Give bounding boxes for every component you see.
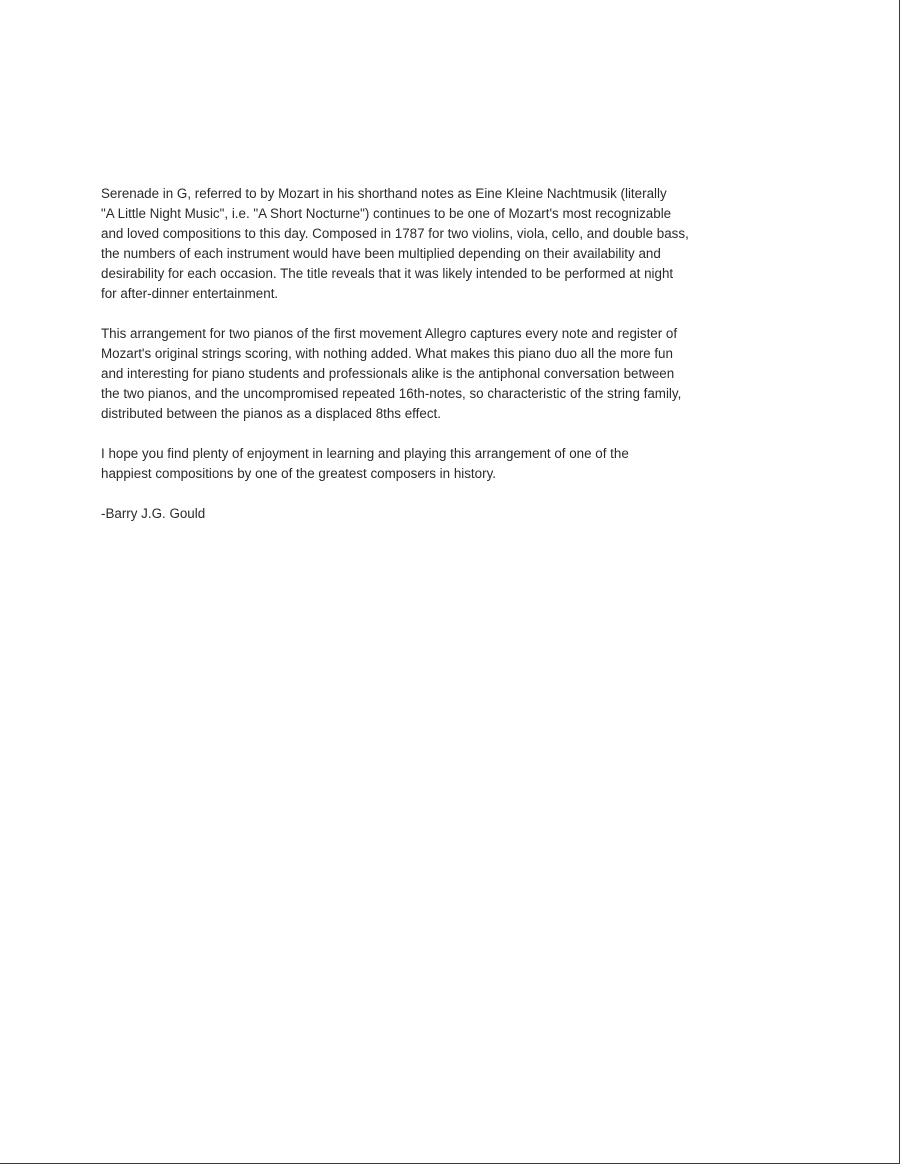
paragraph-closing <box>101 444 781 484</box>
text-line: and loved compositions to this day. Composed in 1787 for two violins, viola, cello, and double bass, <box>101 226 689 241</box>
text-line: This arrangement for two pianos of the first movement Allegro captures every note and register of <box>101 326 678 341</box>
text-line: for after-dinner entertainment. <box>101 286 279 301</box>
paragraph-arrangement <box>101 324 781 424</box>
text-line: distributed between the pianos as a displaced 8ths effect. <box>101 406 441 421</box>
text-line: desirability for each occasion. The title reveals that it was likely intended to be performed at night <box>101 266 674 281</box>
text-line: the numbers of each instrument would have been multiplied depending on their availability and <box>101 246 661 261</box>
text-line: happiest compositions by one of the greatest composers in history. <box>101 466 496 481</box>
text-line: and interesting for piano students and professionals alike is the antiphonal conversation between <box>101 366 675 381</box>
text-line: I hope you find plenty of enjoyment in learning and playing this arrangement of one of the <box>101 446 629 461</box>
paragraph-intro <box>101 184 781 304</box>
text-line: Mozart's original strings scoring, with nothing added. What makes this piano duo all the more fun <box>101 346 673 361</box>
text-line: "A Little Night Music", i.e. "A Short Nocturne") continues to be one of Mozart's most recognizable <box>101 206 672 221</box>
document-body <box>101 184 781 524</box>
text-line: the two pianos, and the uncompromised repeated 16th-notes, so characteristic of the string family, <box>101 386 682 401</box>
text-line: Serenade in G, referred to by Mozart in his shorthand notes as Eine Kleine Nachtmusik (literally <box>101 186 667 201</box>
signature: -Barry J.G. Gould <box>101 506 206 521</box>
